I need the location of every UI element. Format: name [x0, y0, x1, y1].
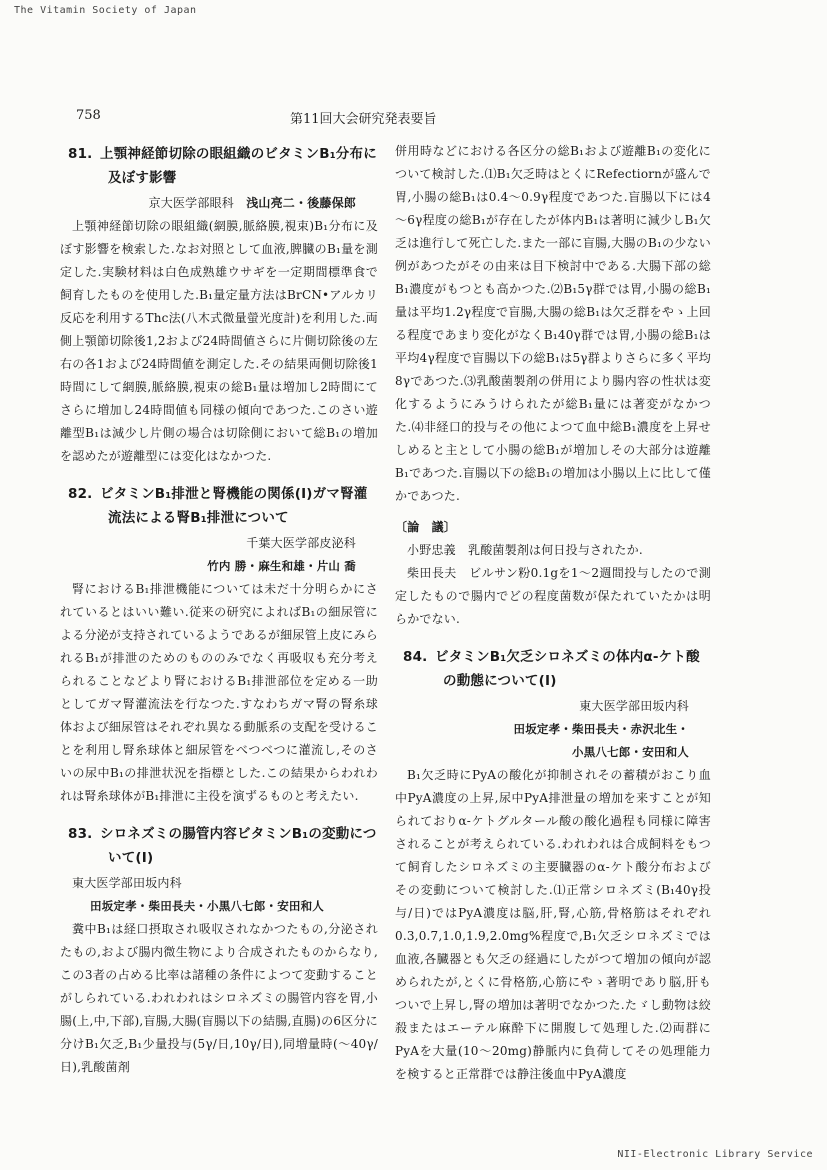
article-body: 上顎神経節切除の眼組織(網膜,脈絡膜,視束)B₁分布に及ぼす影響を検索した.なお対照として血液,脾臓のB₁量を測定した.実験材料は白色成熟雄ウサギを一定期間標準食で飼育したものを使用した.B₁量定量方法はBrCN•アルカリ反応を利用するThc法(八木式微量螢光度計)を利用した.両側上顎節切除後1,2および24時間値さらに片側切除後の左右の各1および24時間値を測定した.その結果両側切除後1時間にして網膜,脈絡膜,視束の総B₁量は増加し2時間にてさらに増加し24時間値も同様の傾向であつた.このさい遊離型B₁は減少し片側の場合は切除側において総B₁の増加を認めたが遊離型には変化はなかつた.: [60, 219, 378, 463]
affiliation: [60, 192, 378, 215]
article-number: 81.: [68, 146, 93, 162]
article-body: 腎におけるB₁排泄機能については未だ十分明らかにされているとはいい難い.従来の研究によればB₁の細尿管による分泌が支持されているようであるが細尿管上皮にみられるB₁が排泄のためのもののみでなく再吸収も充分考えられることなどより腎におけるB₁排泄部位を定める一助としてガマ腎灌流法を行なつた.すなわちガマ腎の腎糸球体および細尿管はそれぞれ異なる動脈系の支配を受けることを利用し腎糸球体と細尿管をべつべつに灌流し,そのさいの尿中B₁の排泄状況を指標とした.この結果からわれわれは腎糸球体がB₁排泄に主役を演ずるものと考えたい.: [60, 582, 378, 803]
affiliation: 東大医学部田坂内科: [579, 699, 689, 713]
page-number: 758: [76, 108, 101, 123]
affiliation: 東大医学部田坂内科: [72, 876, 182, 890]
discussion-text: 乳酸菌製剤は何日投与されたか.: [468, 543, 643, 557]
article-title-text: シロネズミの腸管内容ビタミンB₁の変動について(Ⅰ): [100, 826, 377, 866]
right-column: [395, 140, 711, 1086]
authors: 竹内 勝・麻生和雄・片山 喬: [207, 559, 356, 573]
article-title-text: 上顎神経節切除の眼組織のビタミンB₁分布に及ぼす影響: [100, 146, 377, 186]
discussion: [395, 516, 711, 631]
article-81: [60, 142, 378, 468]
affiliation: 千葉大医学部皮泌科: [246, 536, 356, 550]
article-number: 83.: [68, 826, 93, 842]
footer-service: NII-Electronic Library Service: [617, 1149, 813, 1160]
source-header: The Vitamin Society of Japan: [14, 5, 197, 16]
discussion-text: ビルサン粉0.1gを1～2週間投与したので測定したもので腸内でどの程度菌数が保たれていたかは明らかでない.: [395, 566, 712, 626]
article-number: 82.: [68, 486, 93, 502]
article-title: [60, 482, 378, 530]
discussion-heading: 〔論 議〕: [395, 520, 457, 534]
article-body: B₁欠乏時にPyAの酸化が抑制されその蓄積がおこり血中PyA濃度の上昇,尿中PyA排泄量の増加を来すことが知られておりα-ケトグルタール酸の酸化過程も同様に障害されることが考えられている.われわれは合成飼料をもつて飼育したシロネズミの主要臓器のα-ケト酸分布およびその変動について検討した.⑴正常シロネズミ(B₁40γ投与/日)ではPyA濃度は脳,肝,腎,心筋,骨格筋はそれぞれ0.3,0.7,1.0,1.9,2.0mg%程度で,B₁欠乏シロネズミでは血液,各臓器とも欠乏の経過にしたがつて増加の傾向が認められたが,とくに骨格筋,心筋にやゝ著明であり脳,肝もついで上昇し,腎の増加は著明でなかつた.たゞし動物は絞殺またはエーテル麻酔下に開腹して処理した.⑵両群にPyAを大量(10～20mg)静脈内に負荷してその処理能力を検すると正常群では静注後血中PyA濃度: [395, 768, 711, 1081]
running-head: 第11回大会研究発表要旨: [290, 112, 437, 127]
article-title-text: ビタミンB₁排泄と腎機能の関係(Ⅰ)ガマ腎灌流法による腎B₁排泄について: [100, 486, 368, 526]
affiliation-text: 京大医学部眼科: [148, 196, 234, 210]
article-84: [395, 645, 711, 1086]
article-body: 糞中B₁は経口摂取され吸収されなかつたもの,分泌されたもの,および腸内微生物により合成されたものからなり,この3者の占める比率は諸種の条件によつて変動することがしられている.われわれはシロネズミの腸管内容を胃,小腸(上,中,下部),盲腸,大腸(盲腸以下の結腸,直腸)の6区分に分けB₁欠乏,B₁少量投与(5γ/日,10γ/日),同増量時(～40γ/日),乳酸菌剤: [60, 922, 378, 1074]
article-83: [60, 822, 378, 1079]
discussion-entry: [395, 539, 711, 562]
article-83-continued: 併用時などにおける各区分の総B₁および遊離B₁の変化について検討した.⑴B₁欠乏時はとくにRefectiornが盛んで胃,小腸の総B₁は0.4～0.9γ程度であつた.盲腸以下には4～6γ程度の総B₁が存在したが体内B₁は著明に減少しB₁欠乏は進行して死亡した.また一部に盲腸,大腸のB₁の少ない例があつたがその由来は目下検討中である.大腸下部の総B₁濃度がもつとも高かつた.⑵B₁5γ群では胃,小腸の総B₁量は平均1.2γ程度で盲腸,大腸の総B₁は欠乏群をやゝ上回る程度であまり変化がなくB₁40γ群では胃,小腸の総B₁は平均4γ程度で盲腸以下の総B₁は5γ群よりさらに多く平均8γであつた.⑶乳酸菌製剤の併用により腸内容の性状は変化するようにみうけられたが総B₁量には著変がなかつた.⑷非経口的投与その他によつて血中総B₁濃度を上昇せしめると主として小腸の総B₁が増加しその大部分は遊離B₁であつた.盲腸以下の総B₁の増加は小腸以上に比して僅かであつた.: [395, 144, 711, 503]
left-column: [60, 140, 378, 1079]
article-title: [60, 142, 378, 190]
authors: 浅山亮二・後藤保郎: [246, 196, 356, 210]
discussion-entry: [395, 562, 711, 631]
article-title: [60, 822, 378, 870]
article-title-text: ビタミンB₁欠乏シロネズミの体内α-ケト酸の動態について(Ⅰ): [435, 649, 700, 689]
speaker: 柴田長夫: [407, 566, 457, 580]
authors: 田坂定孝・柴田長夫・小黒八七郎・安田和人: [90, 899, 324, 913]
article-82: [60, 482, 378, 808]
article-title: [395, 645, 711, 693]
authors: 田坂定孝・柴田長夫・赤沢北生・: [513, 722, 689, 736]
speaker: 小野忠義: [407, 543, 456, 557]
article-number: 84.: [403, 649, 428, 665]
authors: 小黒八七郎・安田和人: [572, 745, 689, 759]
